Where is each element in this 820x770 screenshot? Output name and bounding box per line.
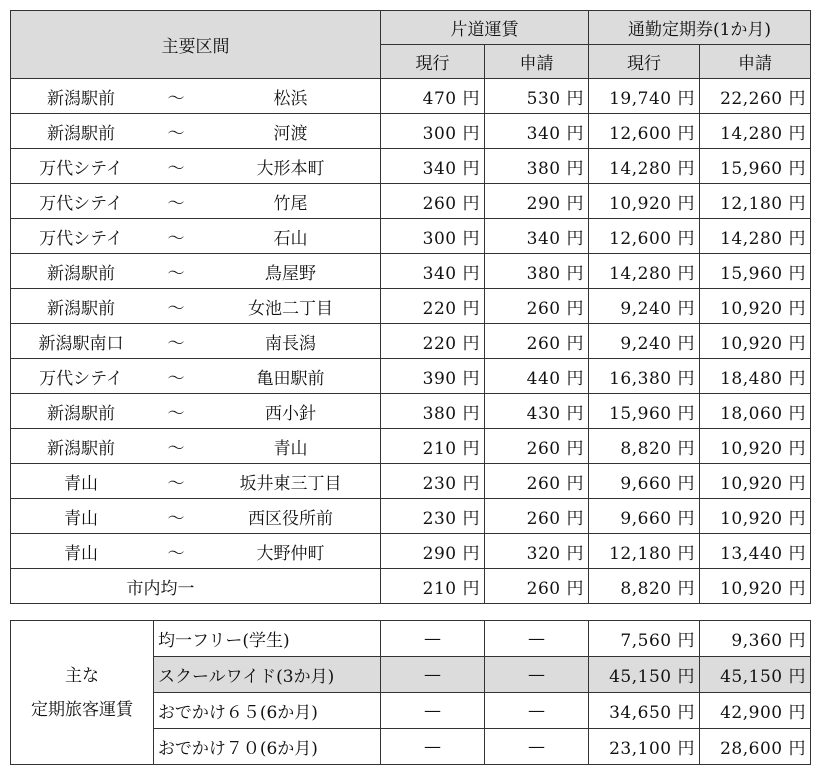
fare-row <box>11 394 811 429</box>
pass-row <box>11 621 811 657</box>
route-to: 松浜 <box>273 88 308 109</box>
commuter-current-cell: 10,920 円 <box>589 184 700 219</box>
flat-fare-row <box>11 569 811 604</box>
pass-category <box>11 621 154 765</box>
route-from: 新潟駅南口 <box>38 333 124 354</box>
route-separator: 〜 <box>167 508 185 529</box>
oneway-current-header: 現行 <box>381 45 485 79</box>
fare-row <box>11 324 811 359</box>
route-cell <box>11 184 381 219</box>
oneway-current-cell: 470 円 <box>381 79 485 114</box>
pass-current-cell: 34,650 円 <box>589 693 700 729</box>
commuter-applied-cell: 18,060 円 <box>700 394 811 429</box>
route-separator: 〜 <box>167 298 185 319</box>
oneway-applied-cell: 430 円 <box>485 394 589 429</box>
commuter-current-cell: 14,280 円 <box>589 254 700 289</box>
commuter-applied-cell: 18,480 円 <box>700 359 811 394</box>
pass-current-cell: 23,100 円 <box>589 729 700 765</box>
route-cell <box>11 464 381 499</box>
route-to: 西小針 <box>265 403 316 424</box>
oneway-applied-cell: 260 円 <box>485 464 589 499</box>
commuter-applied-cell: 10,920 円 <box>700 569 811 604</box>
fare-row <box>11 534 811 569</box>
route-to: 大形本町 <box>256 158 325 179</box>
route-cell <box>11 429 381 464</box>
route-from: 青山 <box>64 508 98 529</box>
header-row-1 <box>11 11 811 45</box>
oneway-current-cell: 300 円 <box>381 114 485 149</box>
route-from: 新潟駅前 <box>47 403 115 424</box>
commuter-applied-cell: 14,280 円 <box>700 114 811 149</box>
commuter-current-cell: 14,280 円 <box>589 149 700 184</box>
fare-row <box>11 499 811 534</box>
commuter-current-cell: 16,380 円 <box>589 359 700 394</box>
route-from: 新潟駅前 <box>47 438 115 459</box>
commuter-current-cell: 9,660 円 <box>589 499 700 534</box>
fare-row <box>11 464 811 499</box>
oneway-current-cell: 300 円 <box>381 219 485 254</box>
commuter-current-cell: 8,820 円 <box>589 569 700 604</box>
route-separator: 〜 <box>167 228 185 249</box>
route-from: 新潟駅前 <box>47 88 115 109</box>
route-cell <box>11 499 381 534</box>
route-separator: 〜 <box>167 543 185 564</box>
commuter-current-cell: 19,740 円 <box>589 79 700 114</box>
fare-table <box>10 10 811 604</box>
oneway-current-cell: 380 円 <box>381 394 485 429</box>
oneway-current-cell: 260 円 <box>381 184 485 219</box>
route-to: 女池二丁目 <box>248 298 333 319</box>
commuter-current-cell: 9,240 円 <box>589 324 700 359</box>
fare-row <box>11 184 811 219</box>
route-to: 鳥屋野 <box>265 263 316 284</box>
oneway-applied-cell: 260 円 <box>485 324 589 359</box>
pass-category-line1: 主な <box>65 665 99 686</box>
route-cell <box>11 114 381 149</box>
pass-name: おでかけ７０(6か月) <box>154 729 381 765</box>
oneway-applied-cell: 260 円 <box>485 569 589 604</box>
fare-row <box>11 114 811 149</box>
commuter-applied-cell: 13,440 円 <box>700 534 811 569</box>
route-cell <box>11 324 381 359</box>
pass-oneway-applied: — <box>485 621 589 657</box>
commuter-current-cell: 8,820 円 <box>589 429 700 464</box>
pass-name: おでかけ６５(6か月) <box>154 693 381 729</box>
pass-oneway-applied: — <box>485 693 589 729</box>
route-separator: 〜 <box>167 88 185 109</box>
route-to: 大野仲町 <box>256 543 325 564</box>
route-cell <box>11 79 381 114</box>
route-from: 万代シテイ <box>39 193 123 214</box>
oneway-applied-cell: 340 円 <box>485 219 589 254</box>
commuter-applied-cell: 12,180 円 <box>700 184 811 219</box>
pass-oneway-applied: — <box>485 657 589 693</box>
commuter-applied-header: 申請 <box>700 45 811 79</box>
commuter-applied-cell: 10,920 円 <box>700 289 811 324</box>
oneway-current-cell: 230 円 <box>381 464 485 499</box>
route-cell <box>11 219 381 254</box>
route-cell <box>11 359 381 394</box>
oneway-current-cell: 340 円 <box>381 254 485 289</box>
oneway-current-cell: 220 円 <box>381 289 485 324</box>
route-from: 新潟駅前 <box>47 123 115 144</box>
oneway-current-cell: 210 円 <box>381 569 485 604</box>
route-cell <box>11 149 381 184</box>
commuter-current-cell: 12,600 円 <box>589 219 700 254</box>
route-to: 青山 <box>273 438 308 459</box>
oneway-current-cell: 340 円 <box>381 149 485 184</box>
oneway-applied-cell: 290 円 <box>485 184 589 219</box>
route-separator: 〜 <box>167 333 185 354</box>
pass-category-line2: 定期旅客運賃 <box>31 699 133 720</box>
route-separator: 〜 <box>167 263 185 284</box>
route-separator: 〜 <box>167 438 185 459</box>
oneway-current-cell: 210 円 <box>381 429 485 464</box>
route-separator: 〜 <box>167 368 185 389</box>
oneway-applied-cell: 260 円 <box>485 429 589 464</box>
fare-row <box>11 254 811 289</box>
oneway-applied-cell: 340 円 <box>485 114 589 149</box>
oneway-applied-header: 申請 <box>485 45 589 79</box>
section-header: 主要区間 <box>11 11 381 79</box>
fare-row <box>11 219 811 254</box>
route-from: 青山 <box>64 473 98 494</box>
route-cell <box>11 289 381 324</box>
pass-table <box>10 620 811 765</box>
route-from: 新潟駅前 <box>47 263 115 284</box>
pass-oneway-current: — <box>381 657 485 693</box>
route-to: 石山 <box>273 228 308 249</box>
route-cell <box>11 394 381 429</box>
oneway-applied-cell: 380 円 <box>485 254 589 289</box>
commuter-current-header: 現行 <box>589 45 700 79</box>
route-separator: 〜 <box>167 158 185 179</box>
oneway-applied-cell: 440 円 <box>485 359 589 394</box>
oneway-applied-cell: 260 円 <box>485 289 589 324</box>
route-cell <box>11 534 381 569</box>
pass-applied-cell: 28,600 円 <box>700 729 811 765</box>
oneway-applied-cell: 380 円 <box>485 149 589 184</box>
pass-name: スクールワイド(3か月) <box>154 657 381 693</box>
pass-oneway-current: — <box>381 729 485 765</box>
oneway-current-cell: 230 円 <box>381 499 485 534</box>
commuter-current-cell: 12,600 円 <box>589 114 700 149</box>
commuter-applied-cell: 14,280 円 <box>700 219 811 254</box>
route-to: 亀田駅前 <box>256 368 325 389</box>
commuter-applied-cell: 10,920 円 <box>700 464 811 499</box>
pass-name: 均一フリー(学生) <box>154 621 381 657</box>
route-from: 新潟駅前 <box>47 298 115 319</box>
route-to: 竹尾 <box>273 193 308 214</box>
fare-row <box>11 149 811 184</box>
route-cell <box>11 254 381 289</box>
commuter-applied-cell: 15,960 円 <box>700 149 811 184</box>
commuter-current-cell: 12,180 円 <box>589 534 700 569</box>
commuter-current-cell: 9,660 円 <box>589 464 700 499</box>
oneway-applied-cell: 260 円 <box>485 499 589 534</box>
commuter-applied-cell: 10,920 円 <box>700 499 811 534</box>
commuter-applied-cell: 22,260 円 <box>700 79 811 114</box>
oneway-current-cell: 390 円 <box>381 359 485 394</box>
oneway-current-cell: 220 円 <box>381 324 485 359</box>
oneway-applied-cell: 530 円 <box>485 79 589 114</box>
oneway-header: 片道運賃 <box>381 11 589 45</box>
fare-row <box>11 289 811 324</box>
route-separator: 〜 <box>167 403 185 424</box>
oneway-applied-cell: 320 円 <box>485 534 589 569</box>
route-separator: 〜 <box>167 193 185 214</box>
pass-current-cell: 7,560 円 <box>589 621 700 657</box>
route-from: 万代シテイ <box>39 158 123 179</box>
commuter-applied-cell: 15,960 円 <box>700 254 811 289</box>
pass-applied-cell: 9,360 円 <box>700 621 811 657</box>
route-to: 南長潟 <box>265 333 316 354</box>
fare-row <box>11 359 811 394</box>
pass-oneway-current: — <box>381 693 485 729</box>
route-to: 坂井東三丁目 <box>239 473 342 494</box>
pass-oneway-current: — <box>381 621 485 657</box>
route-to: 西区役所前 <box>248 508 333 529</box>
oneway-current-cell: 290 円 <box>381 534 485 569</box>
commuter-current-cell: 15,960 円 <box>589 394 700 429</box>
route-to: 河渡 <box>273 123 308 144</box>
commuter-applied-cell: 10,920 円 <box>700 429 811 464</box>
commuter-applied-cell: 10,920 円 <box>700 324 811 359</box>
route-from: 青山 <box>64 543 98 564</box>
route-from: 万代シテイ <box>39 228 123 249</box>
fare-row <box>11 79 811 114</box>
pass-applied-cell: 45,150 円 <box>700 657 811 693</box>
fare-row <box>11 429 811 464</box>
commuter-current-cell: 9,240 円 <box>589 289 700 324</box>
route-separator: 〜 <box>167 123 185 144</box>
pass-oneway-applied: — <box>485 729 589 765</box>
route-separator: 〜 <box>167 473 185 494</box>
commuter-header: 通勤定期券(1か月) <box>589 11 811 45</box>
pass-applied-cell: 42,900 円 <box>700 693 811 729</box>
pass-current-cell: 45,150 円 <box>589 657 700 693</box>
flat-fare-label: 市内均一 <box>11 569 381 604</box>
route-from: 万代シテイ <box>39 368 123 389</box>
